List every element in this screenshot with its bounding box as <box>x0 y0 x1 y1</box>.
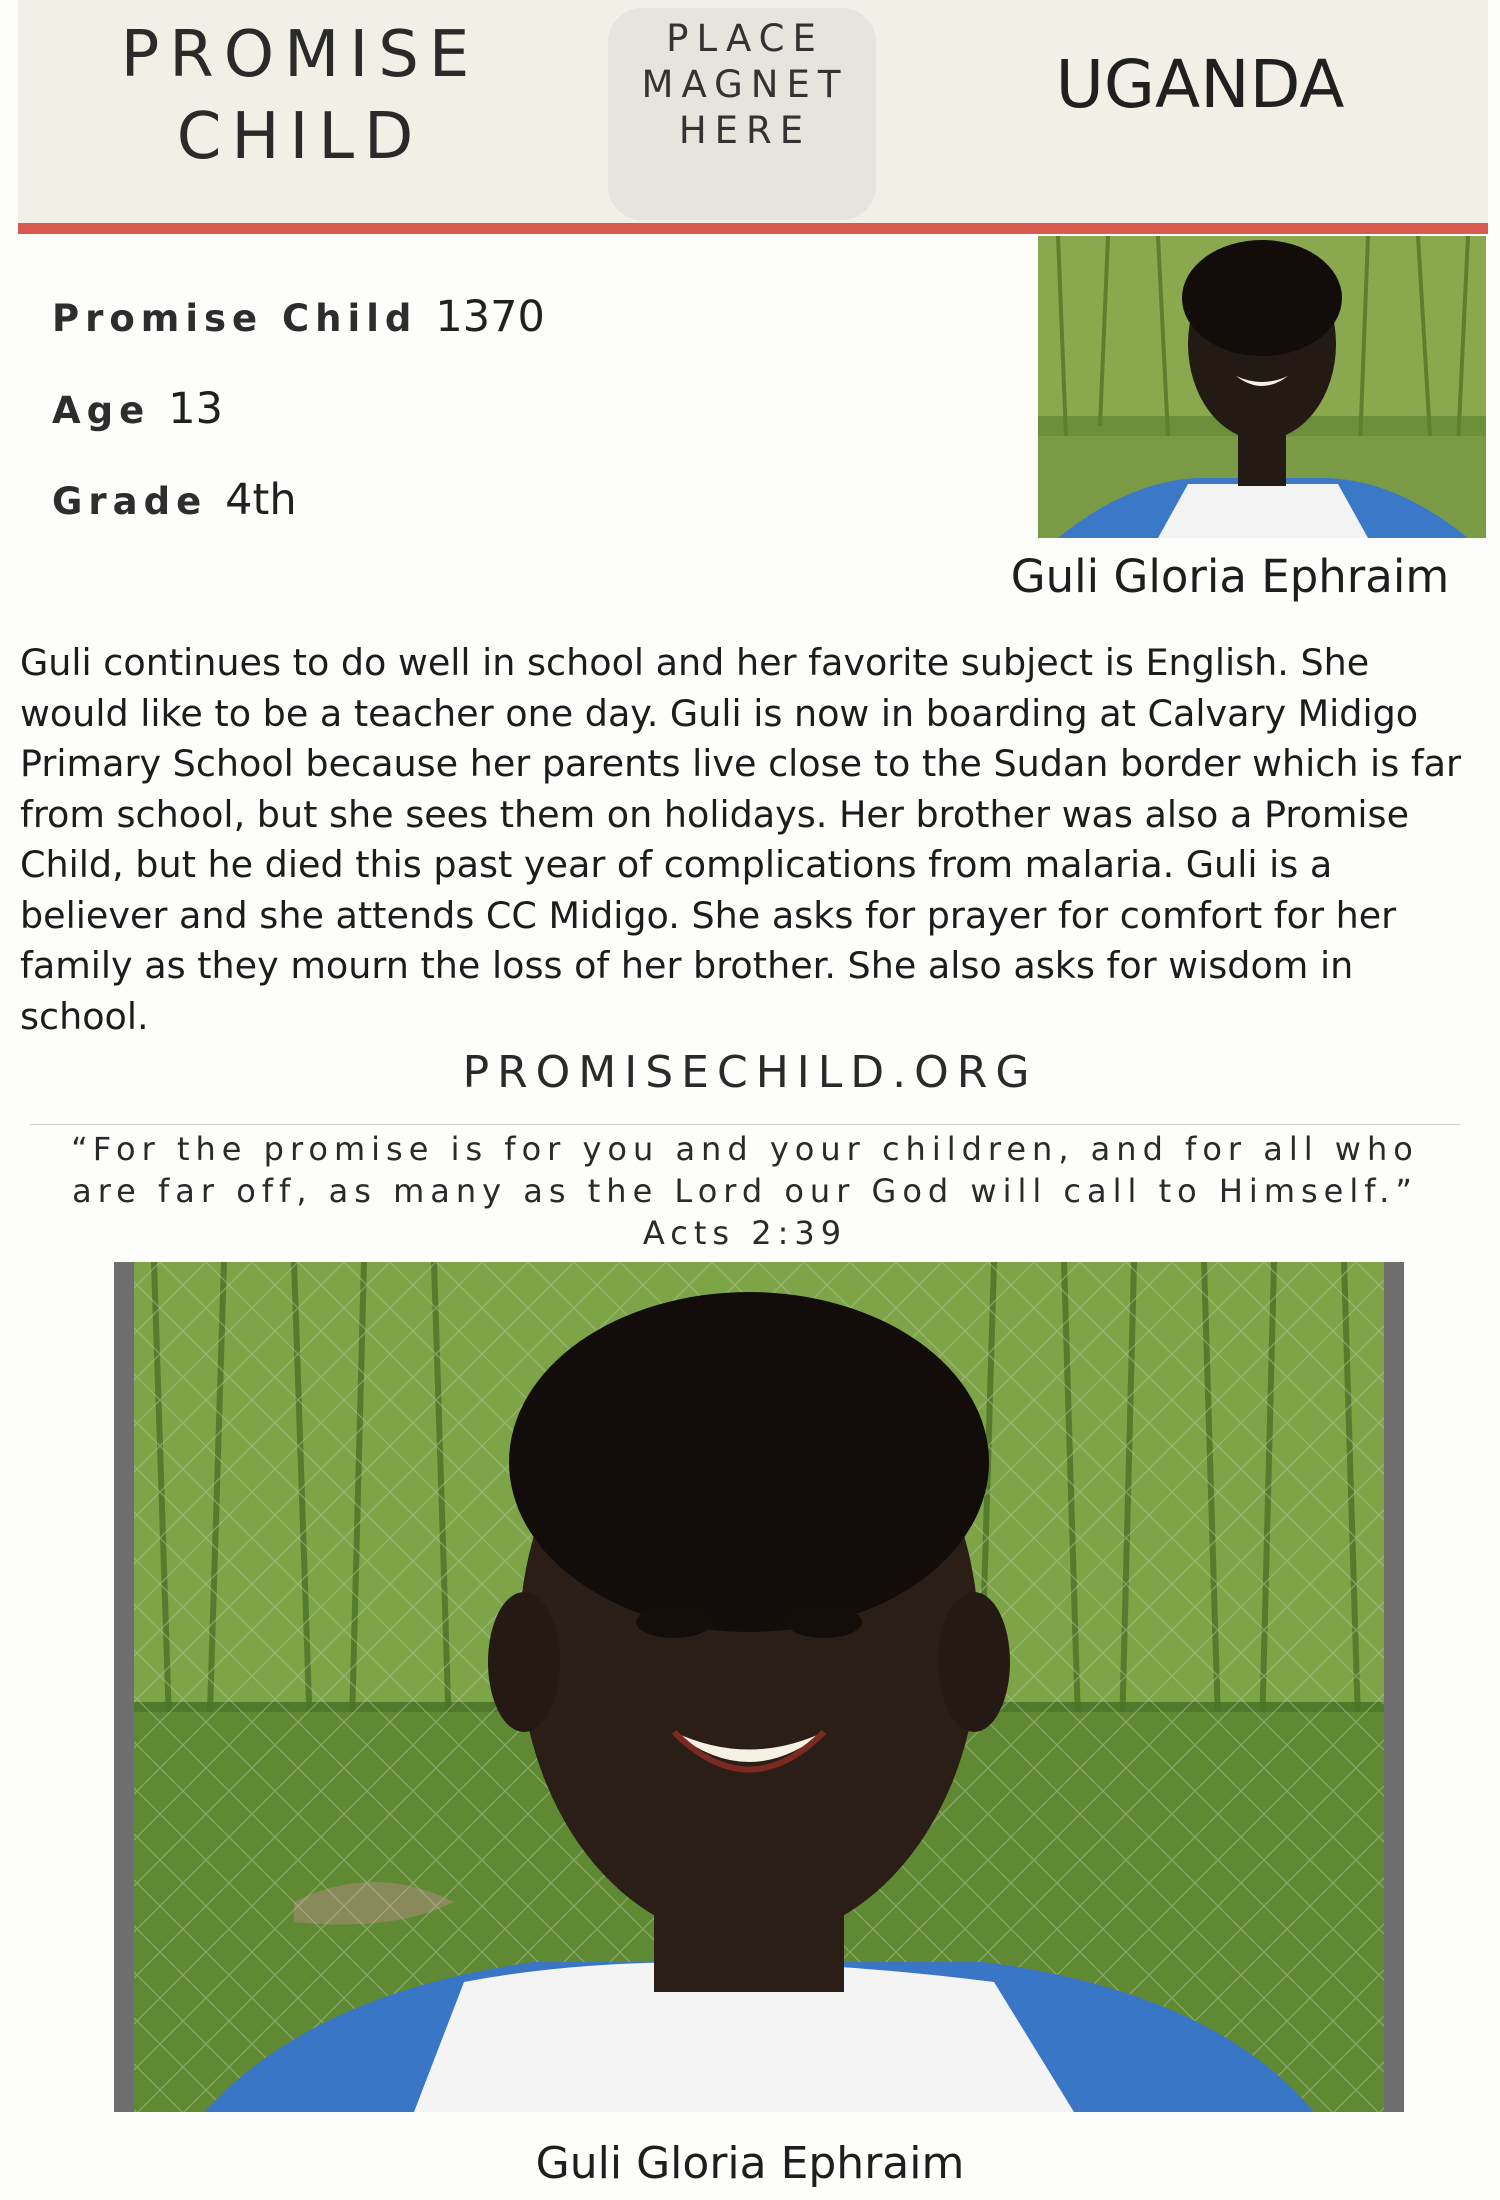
brand-logo <box>70 14 530 178</box>
scripture-quote <box>30 1128 1460 1254</box>
thumbnail-caption-name: Guli Gloria Ephraim <box>1010 550 1450 603</box>
verse-line-2: are far off, as many as the Lord our God will call to Himself.” <box>72 1172 1418 1210</box>
child-bio-paragraph: Guli continues to do well in school and her favorite subject is English. She would like to be a teacher one day. Guli is now in boarding at Calvary Midigo Primary School because her parents live close to the Sudan border which is far from school, but she sees them on holidays. Her brother was also a Promise Child, but he died this past year of complications from malaria. Guli is a believer and she attends CC Midigo. She asks for prayer for comfort for her family as they mourn the loss of her brother. She also asks for wisdom in school. <box>20 641 1462 1038</box>
child-age-label: Age <box>52 389 151 432</box>
child-grade-label: Grade <box>52 480 208 523</box>
country-title: UGANDA <box>1055 46 1345 123</box>
verse-reference: Acts 2:39 <box>642 1214 848 1252</box>
verse-divider <box>30 1124 1460 1125</box>
child-id-value: 1370 <box>435 292 545 342</box>
child-age-row <box>52 384 223 434</box>
verse-line-1: “For the promise is for you and your children, and for all who <box>71 1130 1419 1168</box>
magnet-line-1: PLACE <box>666 17 824 60</box>
child-grade-value: 4th <box>225 475 297 525</box>
child-main-photo <box>114 1262 1404 2112</box>
magnet-line-2: MAGNET <box>641 63 849 106</box>
child-id-label: Promise Child <box>52 297 418 340</box>
child-age-value: 13 <box>168 384 223 434</box>
header-accent-rule <box>18 223 1488 234</box>
brand-line-2: CHILD <box>176 100 424 174</box>
main-photo-caption-name: Guli Gloria Ephraim <box>535 2138 965 2189</box>
child-thumbnail-photo <box>1038 236 1486 538</box>
child-grade-row <box>52 475 297 525</box>
child-id-row <box>52 292 545 342</box>
brand-line-1: PROMISE <box>120 18 480 92</box>
magnet-line-3: HERE <box>678 109 812 152</box>
magnet-label <box>600 16 890 154</box>
website-link[interactable]: PROMISECHILD.ORG <box>462 1047 1038 1098</box>
